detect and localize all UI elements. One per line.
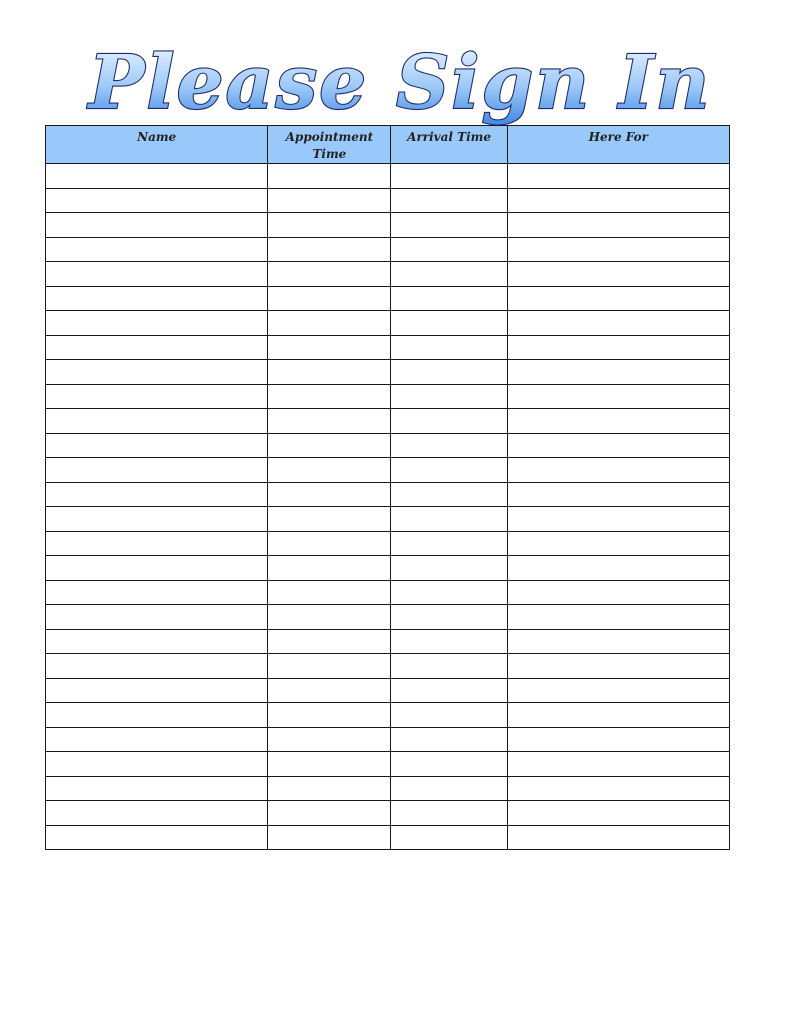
cell-name[interactable] — [46, 384, 268, 409]
cell-here-for[interactable] — [507, 752, 729, 777]
table-row — [46, 188, 730, 213]
cell-here-for[interactable] — [507, 531, 729, 556]
cell-arrival-time[interactable] — [391, 311, 507, 336]
cell-arrival-time[interactable] — [391, 286, 507, 311]
cell-name[interactable] — [46, 556, 268, 581]
cell-appointment-time[interactable] — [268, 458, 391, 483]
cell-name[interactable] — [46, 654, 268, 679]
table-row — [46, 580, 730, 605]
cell-arrival-time[interactable] — [391, 384, 507, 409]
cell-arrival-time[interactable] — [391, 433, 507, 458]
cell-appointment-time[interactable] — [268, 605, 391, 630]
cell-arrival-time[interactable] — [391, 188, 507, 213]
cell-arrival-time[interactable] — [391, 605, 507, 630]
cell-appointment-time[interactable] — [268, 213, 391, 238]
cell-appointment-time[interactable] — [268, 384, 391, 409]
cell-arrival-time[interactable] — [391, 335, 507, 360]
cell-name[interactable] — [46, 605, 268, 630]
cell-name[interactable] — [46, 360, 268, 385]
cell-appointment-time[interactable] — [268, 531, 391, 556]
table-row — [46, 776, 730, 801]
table-row — [46, 654, 730, 679]
cell-arrival-time[interactable] — [391, 752, 507, 777]
table-row — [46, 213, 730, 238]
cell-name[interactable] — [46, 433, 268, 458]
table-row — [46, 507, 730, 532]
cell-name[interactable] — [46, 507, 268, 532]
cell-here-for[interactable] — [507, 605, 729, 630]
table-row — [46, 311, 730, 336]
cell-arrival-time[interactable] — [391, 531, 507, 556]
cell-arrival-time[interactable] — [391, 654, 507, 679]
cell-appointment-time[interactable] — [268, 727, 391, 752]
table-row — [46, 409, 730, 434]
title-graphic — [40, 30, 760, 130]
cell-name[interactable] — [46, 580, 268, 605]
cell-here-for[interactable] — [507, 776, 729, 801]
cell-arrival-time[interactable] — [391, 164, 507, 189]
cell-name[interactable] — [46, 262, 268, 287]
cell-here-for[interactable] — [507, 188, 729, 213]
cell-name[interactable] — [46, 286, 268, 311]
cell-appointment-time[interactable] — [268, 335, 391, 360]
cell-appointment-time[interactable] — [268, 507, 391, 532]
cell-here-for[interactable] — [507, 384, 729, 409]
cell-name[interactable] — [46, 335, 268, 360]
cell-arrival-time[interactable] — [391, 801, 507, 826]
cell-here-for[interactable] — [507, 237, 729, 262]
cell-here-for[interactable] — [507, 825, 729, 850]
cell-appointment-time[interactable] — [268, 752, 391, 777]
table-row — [46, 262, 730, 287]
cell-here-for[interactable] — [507, 433, 729, 458]
cell-name[interactable] — [46, 629, 268, 654]
table-row — [46, 531, 730, 556]
table-row — [46, 801, 730, 826]
cell-arrival-time[interactable] — [391, 409, 507, 434]
table-row — [46, 237, 730, 262]
table-row — [46, 703, 730, 728]
cell-appointment-time[interactable] — [268, 703, 391, 728]
sign-in-table — [45, 125, 730, 850]
cell-name[interactable] — [46, 531, 268, 556]
cell-here-for[interactable] — [507, 335, 729, 360]
cell-name[interactable] — [46, 409, 268, 434]
cell-arrival-time[interactable] — [391, 458, 507, 483]
table-row — [46, 752, 730, 777]
cell-name[interactable] — [46, 311, 268, 336]
table-row — [46, 360, 730, 385]
cell-here-for[interactable] — [507, 482, 729, 507]
cell-here-for[interactable] — [507, 286, 729, 311]
cell-here-for[interactable] — [507, 629, 729, 654]
header-name: Name — [46, 126, 268, 164]
cell-appointment-time[interactable] — [268, 556, 391, 581]
table-row — [46, 556, 730, 581]
table-row — [46, 458, 730, 483]
cell-appointment-time[interactable] — [268, 629, 391, 654]
cell-arrival-time[interactable] — [391, 678, 507, 703]
cell-appointment-time[interactable] — [268, 825, 391, 850]
table-row — [46, 605, 730, 630]
cell-appointment-time[interactable] — [268, 164, 391, 189]
cell-arrival-time[interactable] — [391, 703, 507, 728]
cell-here-for[interactable] — [507, 727, 729, 752]
header-appointment-time: Appointment Time — [268, 126, 391, 164]
cell-arrival-time[interactable] — [391, 580, 507, 605]
cell-here-for[interactable] — [507, 654, 729, 679]
cell-arrival-time[interactable] — [391, 727, 507, 752]
cell-arrival-time[interactable] — [391, 507, 507, 532]
header-row — [46, 126, 730, 164]
cell-appointment-time[interactable] — [268, 188, 391, 213]
cell-name[interactable] — [46, 188, 268, 213]
table-row — [46, 286, 730, 311]
cell-name[interactable] — [46, 164, 268, 189]
cell-appointment-time[interactable] — [268, 654, 391, 679]
cell-appointment-time[interactable] — [268, 311, 391, 336]
cell-here-for[interactable] — [507, 458, 729, 483]
cell-arrival-time[interactable] — [391, 776, 507, 801]
cell-here-for[interactable] — [507, 801, 729, 826]
cell-here-for[interactable] — [507, 360, 729, 385]
cell-arrival-time[interactable] — [391, 237, 507, 262]
cell-name[interactable] — [46, 776, 268, 801]
cell-appointment-time[interactable] — [268, 286, 391, 311]
cell-here-for[interactable] — [507, 262, 729, 287]
cell-name[interactable] — [46, 482, 268, 507]
cell-appointment-time[interactable] — [268, 262, 391, 287]
cell-arrival-time[interactable] — [391, 262, 507, 287]
header-arrival-time: Arrival Time — [391, 126, 507, 164]
cell-appointment-time[interactable] — [268, 801, 391, 826]
cell-arrival-time[interactable] — [391, 629, 507, 654]
table-row — [46, 678, 730, 703]
cell-name[interactable] — [46, 825, 268, 850]
cell-arrival-time[interactable] — [391, 213, 507, 238]
cell-here-for[interactable] — [507, 678, 729, 703]
table-row — [46, 629, 730, 654]
cell-here-for[interactable] — [507, 164, 729, 189]
cell-appointment-time[interactable] — [268, 409, 391, 434]
header-here-for: Here For — [507, 126, 729, 164]
table-row — [46, 164, 730, 189]
table-row — [46, 433, 730, 458]
cell-here-for[interactable] — [507, 703, 729, 728]
cell-arrival-time[interactable] — [391, 482, 507, 507]
table-body — [46, 164, 730, 850]
cell-name[interactable] — [46, 703, 268, 728]
page-title — [40, 30, 760, 130]
cell-appointment-time[interactable] — [268, 580, 391, 605]
cell-name[interactable] — [46, 213, 268, 238]
cell-here-for[interactable] — [507, 507, 729, 532]
cell-name[interactable] — [46, 458, 268, 483]
cell-arrival-time[interactable] — [391, 360, 507, 385]
cell-name[interactable] — [46, 727, 268, 752]
cell-appointment-time[interactable] — [268, 237, 391, 262]
cell-appointment-time[interactable] — [268, 678, 391, 703]
cell-here-for[interactable] — [507, 580, 729, 605]
cell-here-for[interactable] — [507, 556, 729, 581]
cell-name[interactable] — [46, 801, 268, 826]
cell-name[interactable] — [46, 678, 268, 703]
cell-appointment-time[interactable] — [268, 360, 391, 385]
cell-here-for[interactable] — [507, 311, 729, 336]
cell-name[interactable] — [46, 237, 268, 262]
table-row — [46, 482, 730, 507]
cell-appointment-time[interactable] — [268, 482, 391, 507]
cell-here-for[interactable] — [507, 409, 729, 434]
cell-name[interactable] — [46, 752, 268, 777]
cell-arrival-time[interactable] — [391, 556, 507, 581]
cell-here-for[interactable] — [507, 213, 729, 238]
table-row — [46, 727, 730, 752]
cell-appointment-time[interactable] — [268, 776, 391, 801]
cell-arrival-time[interactable] — [391, 825, 507, 850]
table-row — [46, 384, 730, 409]
cell-appointment-time[interactable] — [268, 433, 391, 458]
table-row — [46, 825, 730, 850]
title-text: Please Sign In — [88, 40, 712, 126]
table-row — [46, 335, 730, 360]
